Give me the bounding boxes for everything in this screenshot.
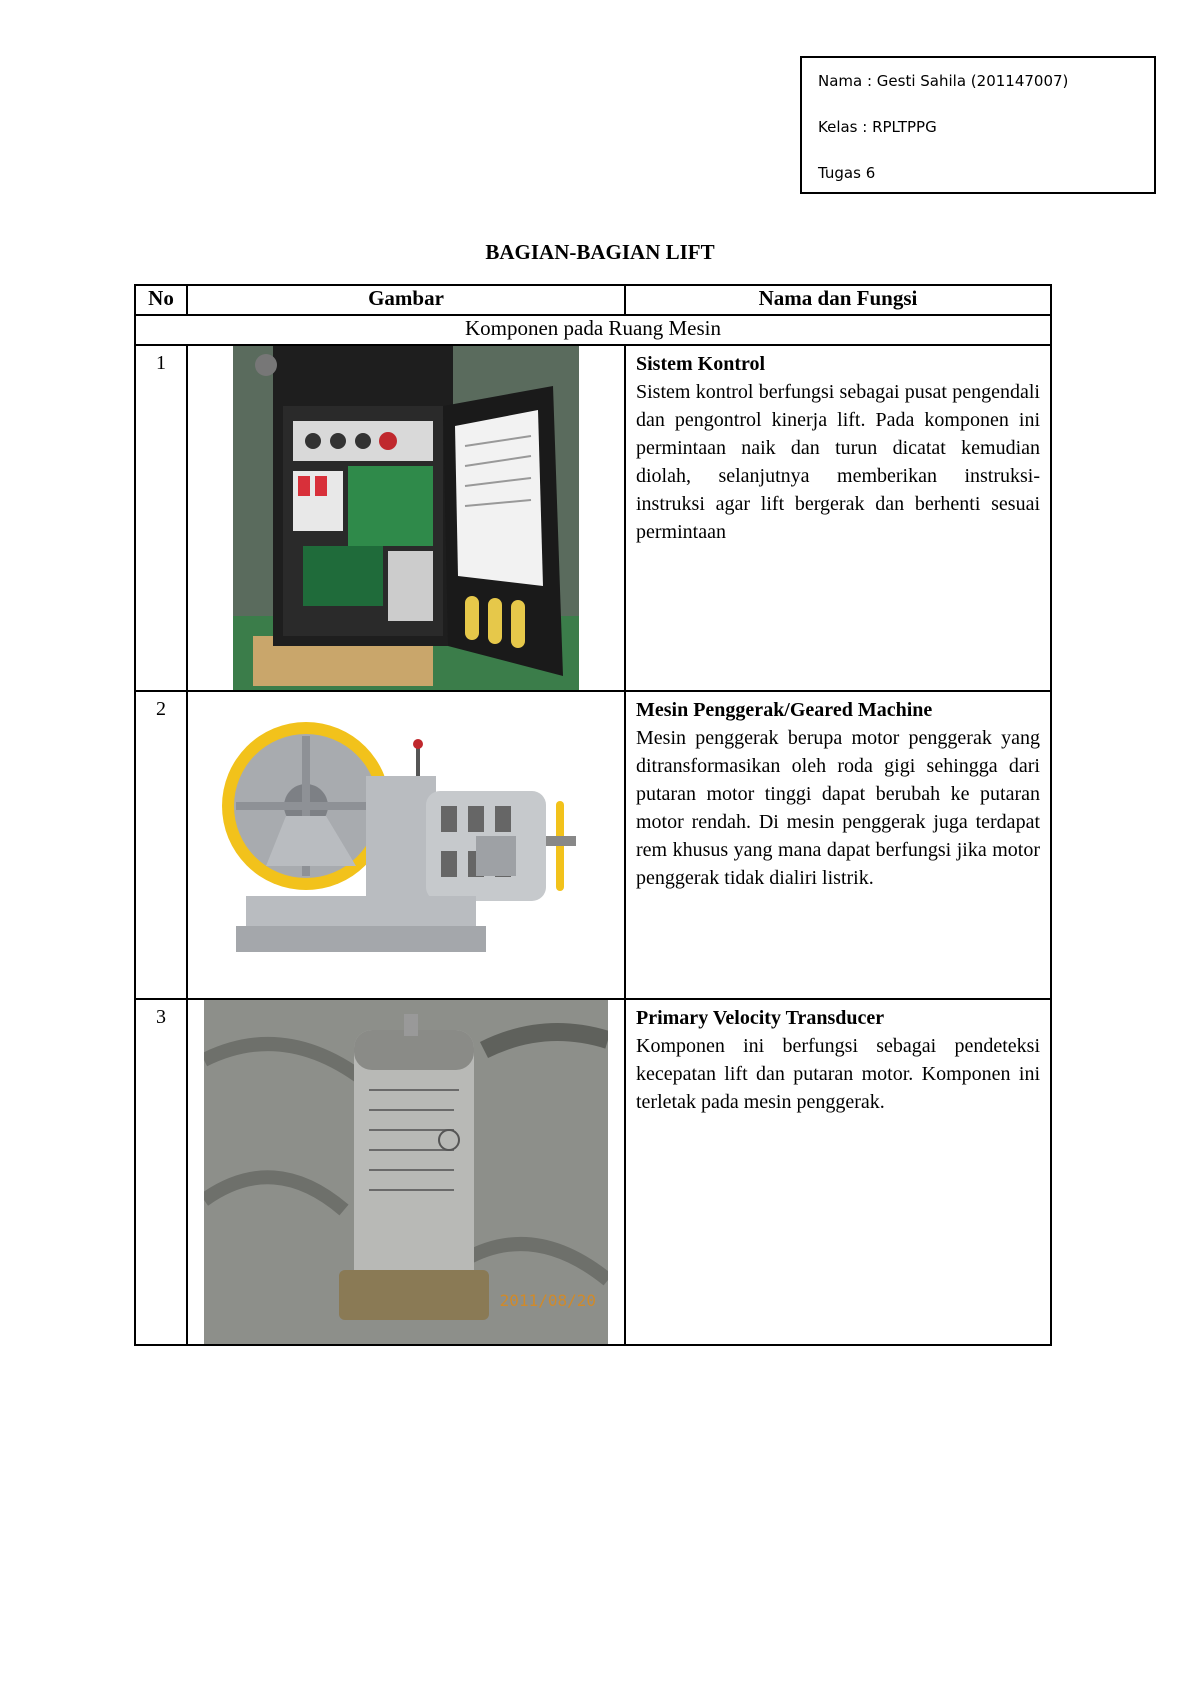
components-table: [134, 284, 1052, 1346]
component-function: Sistem kontrol berfungsi sebagai pusat pengendali dan pengontrol kinerja lift. Pada komponen ini permintaan naik dan turun dicatat kemudian diolah, selanjutnya memberikan instruksi-instruksi agar lift bergerak dan berhenti sesuai permintaan: [636, 381, 1040, 543]
row-number: 3: [135, 999, 187, 1345]
section-row: [135, 315, 1051, 345]
student-name: Nama : Gesti Sahila (201147007): [818, 72, 1069, 90]
component-name: Primary Velocity Transducer: [636, 1007, 885, 1029]
component-name: Sistem Kontrol: [636, 353, 766, 375]
row-number: 1: [135, 345, 187, 691]
header-nama-fungsi: Nama dan Fungsi: [625, 285, 1051, 315]
table-row: [135, 999, 1051, 1345]
header-no: No: [135, 285, 187, 315]
row-description-cell: [625, 345, 1051, 691]
row-description-cell: [625, 691, 1051, 999]
control-system-photo: [187, 345, 625, 691]
component-name: Mesin Penggerak/Geared Machine: [636, 699, 933, 721]
row-number: 2: [135, 691, 187, 999]
header-gambar: Gambar: [187, 285, 625, 315]
component-function: Mesin penggerak berupa motor penggerak yang ditransformasikan oleh roda gigi sehingga dari putaran motor tinggi dapat berubah ke putaran motor rendah. Di mesin penggerak juga terdapat rem khusus yang mana dapat berfungsi jika motor penggerak tidak dialiri listrik.: [636, 727, 1040, 889]
component-function: Komponen ini berfungsi sebagai pendeteksi kecepatan lift dan putaran motor. Komponen ini terletak pada mesin penggerak.: [636, 1035, 1040, 1113]
table-row: [135, 345, 1051, 691]
page-title: BAGIAN-BAGIAN LIFT: [485, 240, 715, 264]
student-class: Kelas : RPLTPPG: [818, 118, 937, 136]
photo-date-stamp: 2011/08/20: [499, 1291, 596, 1310]
section-label: Komponen pada Ruang Mesin: [135, 315, 1051, 345]
row-description-cell: [625, 999, 1051, 1345]
geared-machine-photo: [187, 691, 625, 999]
velocity-transducer-photo: [187, 999, 625, 1345]
table-row: [135, 691, 1051, 999]
assignment-label: Tugas 6: [818, 164, 876, 182]
student-info-box: [800, 56, 1156, 194]
table-header-row: [135, 285, 1051, 315]
